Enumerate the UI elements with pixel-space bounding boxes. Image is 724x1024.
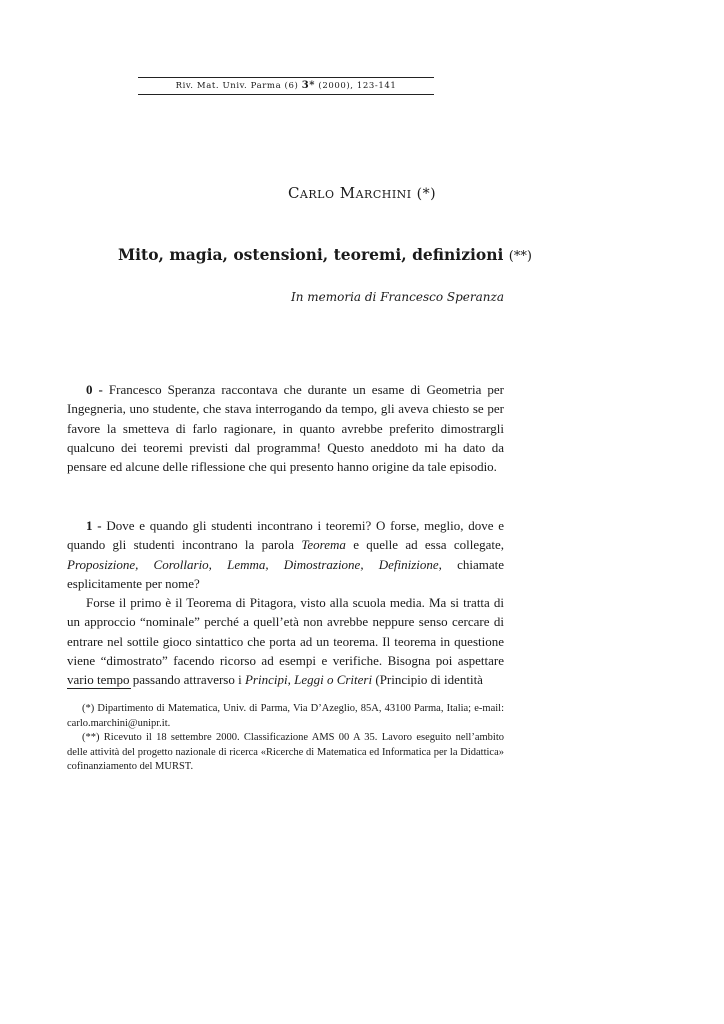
section-1-text-c: chiamate esplicitamente per nome? [67,556,504,591]
author-name: Carlo Marchini [287,184,412,202]
section-1-paragraph-2 [67,593,504,689]
paper-title [118,245,532,264]
section-1-terms-principi: Principi, Leggi o Criteri [244,672,373,688]
section-1-text-d: Forse il primo è il Teorema di Pitagora, visto alla scuola media. Ma si tratta di un approccio “nominale” perché a quell’età non avrebbe neppure senso cercare di entrare nel sottile gioco sintattico che porta ad un teorema. Il teorema in questione viene “dimostrato” facendo ricorso ad esempi e verifiche. Bisogna poi aspettare vario tempo passando attraverso i [67,595,504,688]
title-footnote-mark: (**) [508,249,532,264]
section-1-paragraph-1 [67,516,504,593]
journal-name: Riv. Mat. Univ. Parma (6) [175,81,299,91]
section-0-number: 0 - [86,382,103,397]
footnote-author: (*) Dipartimento di Matematica, Univ. di Parma, Via D’Azeglio, 85A, 43100 Parma, Italia; e-mail: carlo.marchini@unipr.it. [67,703,504,729]
section-1-number: 1 - [86,518,102,533]
author-footnote-mark: (*) [416,186,437,202]
section-1-terms-list: Proposizione, Corollario, Lemma, Dimostrazione, Definizione, [67,556,442,572]
dedication: In memoria di Francesco Speranza [290,290,504,304]
footnotes [67,702,504,775]
running-head [138,77,434,95]
journal-year-pages: (2000), 123-141 [318,81,397,91]
section-1-text-a: Dove e quando gli studenti incontrano i teoremi? O forse, meglio, dove e quando gli studenti incontrano la parola [67,518,504,553]
footnote-rule [67,688,131,689]
section-0 [67,380,504,476]
section-1-text-e: (Principio di identità [375,672,483,688]
footnote-received: (**) Ricevuto il 18 settembre 2000. Classificazione AMS 00 A 35. Lavoro eseguito nell’ambito delle attività del progetto nazionale di ricerca «Ricerche di Matematica ed Informatica per la Didattica» cofinanziamento del MURST. [67,732,504,773]
journal-volume: 3* [301,80,316,91]
section-0-paragraph [67,380,504,476]
section-1 [67,516,504,690]
section-1-text-b: e quelle ad essa collegate, [353,537,505,553]
author-line [0,184,724,202]
paper-title-text: Mito, magia, ostensioni, teoremi, definizioni [118,245,504,264]
section-0-text: Francesco Speranza raccontava che durante un esame di Geometria per Ingegneria, uno studente, che stava interrogando da tempo, gli aveva chiesto se per favore la smetteva di farlo ragionare, in quanto avrebbe preferito dimostrargli qualcuno dei teoremi previsti dal programma! Questo aneddoto mi ha dato da pensare ed alcune delle riflessione che qui presento hanno origine da tale episodio. [67,382,504,475]
section-1-term-teorema: Teorema [301,537,346,553]
